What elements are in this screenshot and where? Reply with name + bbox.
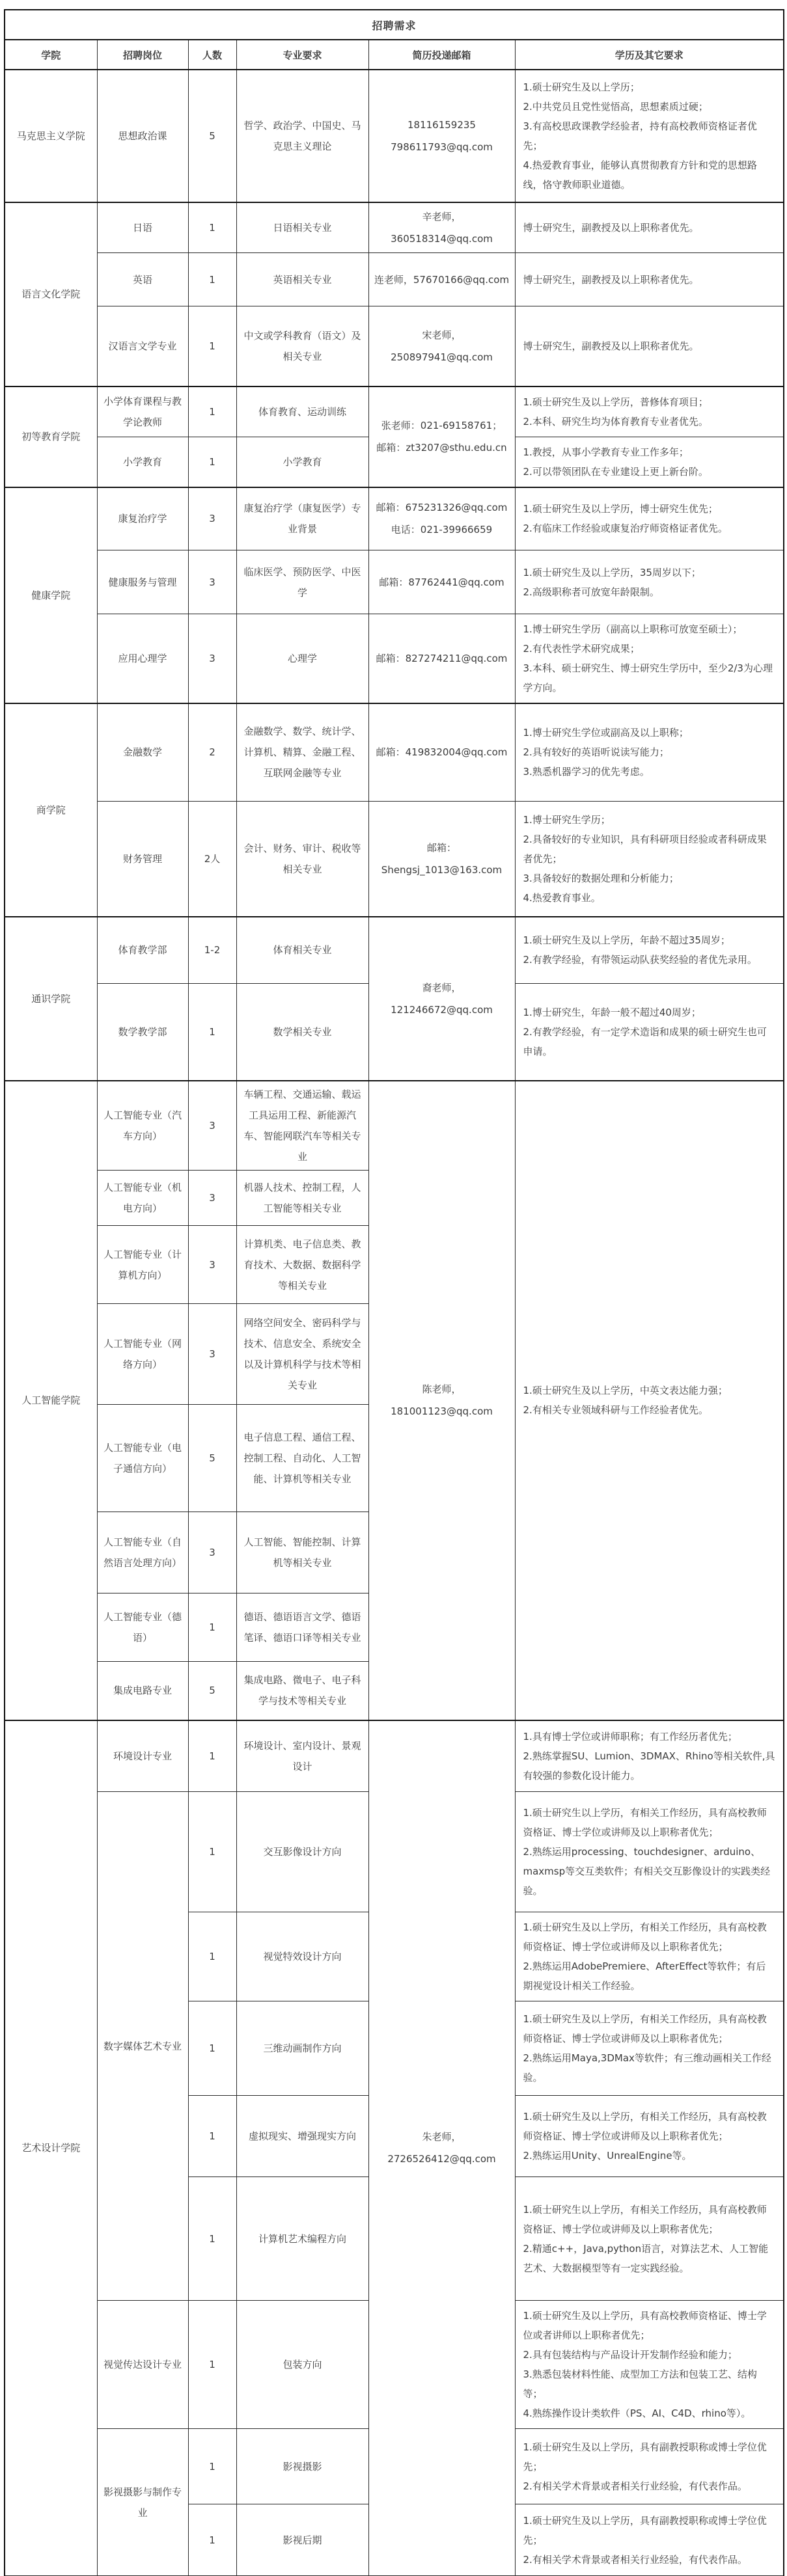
requirement-item: 3.本科、硕士研究生、博士研究生学历中，至少2/3为心理学方向。 [523, 662, 773, 694]
cell-email [368, 70, 515, 202]
cell-count: 3 [188, 1226, 236, 1304]
requirement-item: 2.有相关学术背景或者相关行业经验，有代表作品。 [523, 2553, 747, 2566]
requirement-item: 3.有高校思政课教学经验者，持有高校教师资格证者优先； [523, 120, 757, 152]
cell-requirements [515, 2429, 784, 2504]
cell-count: 3 [188, 1171, 236, 1226]
cell-college: 马克思主义学院 [5, 70, 97, 202]
cell-email [368, 253, 515, 306]
table-row [5, 614, 784, 704]
cell-count: 3 [188, 1512, 236, 1593]
requirement-item: 1.硕士研究生及以上学历，有相关工作经历，具有高校教师资格证、博士学位或讲师及以上职称者优先； [523, 1921, 767, 1953]
requirement-item: 1.硕士研究生及以上学历，具有副教授职称或博士学位优先； [523, 2514, 767, 2546]
email-line: 连老师，57670166@qq.com [374, 273, 510, 286]
email-line: 邮箱：419832004@qq.com [376, 746, 508, 759]
cell-email [368, 1081, 515, 1720]
cell-count: 1 [188, 2001, 236, 2096]
requirement-item: 1.硕士研究生及以上学历，中英文表达能力强； [523, 1385, 728, 1397]
requirement-item: 3.熟悉机器学习的优先考虑。 [523, 766, 650, 778]
cell-count: 3 [188, 614, 236, 704]
cell-major: 英语相关专业 [236, 253, 368, 306]
cell-email [368, 202, 515, 253]
cell-major: 车辆工程、交通运输、载运工具运用工程、新能源汽车、智能网联汽车等相关专业 [236, 1081, 368, 1171]
column-header-major: 专业要求 [236, 40, 368, 70]
cell-major: 体育教育、运动训练 [236, 386, 368, 437]
cell-email [368, 386, 515, 487]
requirement-item: 1.博士研究生学位或副高及以上职称； [523, 727, 689, 739]
requirement-item: 2.熟练运用Maya,3DMax等软件；有三维动画相关工作经验。 [523, 2052, 771, 2083]
requirement-item: 2.具备较好的专业知识，具有科研项目经验或者科研成果者优先； [523, 833, 767, 865]
cell-count: 1 [188, 306, 236, 386]
cell-major: 哲学、政治学、中国史、马克思主义理论 [236, 70, 368, 202]
cell-requirements [515, 2504, 784, 2576]
cell-major: 数学相关专业 [236, 983, 368, 1081]
requirement-item: 2.有代表性学术研究成果； [523, 643, 640, 655]
cell-position: 体育教学部 [97, 917, 188, 983]
requirement-item: 2.熟练掌握SU、Lumion、3DMAX、Rhino等相关软件,具有较强的参数化设计能力。 [523, 1750, 775, 1782]
email-line: 陈老师，181001123@qq.com [391, 1383, 493, 1418]
email-line: 798611793@qq.com [391, 141, 493, 153]
cell-count: 5 [188, 1662, 236, 1720]
cell-major: 虚拟现实、增强现实方向 [236, 2096, 368, 2177]
cell-major: 金融数学、数学、统计学、计算机、精算、金融工程、互联网金融等专业 [236, 703, 368, 801]
cell-position: 小学教育 [97, 437, 188, 487]
cell-requirements [515, 703, 784, 801]
cell-position: 思想政治课 [97, 70, 188, 202]
cell-requirements [515, 1081, 784, 1720]
cell-count: 1 [188, 253, 236, 306]
requirement-item: 2.精通c++，Java,python语言，对算法艺术、人工智能艺术、大数据模型等有一定实践经验。 [523, 2242, 769, 2274]
cell-major: 心理学 [236, 614, 368, 704]
cell-count: 2人 [188, 801, 236, 917]
cell-college: 艺术设计学院 [5, 1720, 97, 2576]
cell-position: 康复治疗学 [97, 487, 188, 550]
cell-college: 人工智能学院 [5, 1081, 97, 1720]
cell-requirements [515, 614, 784, 704]
requirement-item: 2.本科、研究生均为体育教育专业者优先。 [523, 415, 708, 427]
cell-position: 数学教学部 [97, 983, 188, 1081]
requirement-item: 1.硕士研究生及以上学历，具有高校教师资格证、博士学位或者讲师以上职称者优先； [523, 2310, 767, 2341]
table-row [5, 253, 784, 306]
cell-position: 应用心理学 [97, 614, 188, 704]
cell-count: 3 [188, 487, 236, 550]
cell-position: 英语 [97, 253, 188, 306]
cell-college: 商学院 [5, 703, 97, 917]
cell-email [368, 917, 515, 1081]
cell-requirements [515, 70, 784, 202]
cell-major: 机器人技术、控制工程，人工智能等相关专业 [236, 1171, 368, 1226]
requirement-item: 1.硕士研究生及以上学历，35周岁以下； [523, 566, 701, 578]
cell-college: 初等教育学院 [5, 386, 97, 487]
cell-position: 人工智能专业（机电方向） [97, 1171, 188, 1226]
requirement-item: 2.有临床工作经验或康复治疗师资格证者优先。 [523, 522, 728, 535]
cell-major: 人工智能、智能控制、计算机等相关专业 [236, 1512, 368, 1593]
requirement-item: 2.高级职称者可放宽年龄限制。 [523, 586, 659, 598]
email-line: 电话：021-39966659 [391, 524, 493, 536]
email-line: 宋老师，250897941@qq.com [391, 329, 493, 363]
table-row [5, 703, 784, 801]
table-row [5, 917, 784, 983]
cell-email [368, 614, 515, 704]
cell-college: 通识学院 [5, 917, 97, 1081]
table-row [5, 487, 784, 550]
cell-count: 1 [188, 1792, 236, 1912]
cell-major: 计算机类、电子信息类、教育技术、大数据、数据科学等相关专业 [236, 1226, 368, 1304]
cell-position: 影视摄影与制作专业 [97, 2429, 188, 2576]
cell-count: 1 [188, 1912, 236, 2001]
cell-major: 视觉特效设计方向 [236, 1912, 368, 2001]
cell-major: 交互影像设计方向 [236, 1792, 368, 1912]
cell-requirements [515, 983, 784, 1081]
cell-requirements [515, 386, 784, 437]
cell-requirements [515, 2096, 784, 2177]
requirement-item: 1.硕士研究生以上学历，有相关工作经历，具有高校教师资格证、博士学位或讲师及以上职称者优先； [523, 1807, 767, 1838]
requirement-item: 4.热爱教育事业，能够认真贯彻教育方针和党的思想路线，恪守教师职业道德。 [523, 159, 757, 191]
column-header-college: 学院 [5, 40, 97, 70]
requirement-item: 2.具有较好的英语听说读写能力； [523, 746, 669, 759]
cell-requirements [515, 253, 784, 306]
table-row [5, 801, 784, 917]
requirement-item: 1.硕士研究生及以上学历，有相关工作经历，具有高校教师资格证、博士学位或讲师及以上职称者优先； [523, 2013, 767, 2044]
table-row [5, 1081, 784, 1171]
cell-major: 体育相关专业 [236, 917, 368, 983]
cell-major: 网络空间安全、密码科学与技术、信息安全、系统安全以及计算机科学与技术等相关专业 [236, 1304, 368, 1405]
requirement-item: 1.硕士研究生及以上学历，年龄不超过35周岁； [523, 934, 730, 947]
cell-email [368, 550, 515, 614]
cell-count: 1 [188, 2429, 236, 2504]
cell-count: 5 [188, 1405, 236, 1512]
requirement-item: 1.博士研究生学历（副高以上职称可放宽至硕士）； [523, 623, 743, 635]
table-row [5, 1720, 784, 1792]
cell-major: 环境设计、室内设计、景观设计 [236, 1720, 368, 1792]
cell-major: 三维动画制作方向 [236, 2001, 368, 2096]
cell-major: 临床医学、预防医学、中医学 [236, 550, 368, 614]
table-row [5, 202, 784, 253]
requirement-item: 1.硕士研究生及以上学历，博士研究生优先； [523, 503, 718, 515]
cell-requirements [515, 202, 784, 253]
page-title: 招聘需求 [5, 10, 784, 40]
cell-email [368, 801, 515, 917]
cell-requirements [515, 487, 784, 550]
email-line: 邮箱：Shengsj_1013@163.com [381, 841, 503, 876]
requirement-item: 1.教授，从事小学教育专业工作多年； [523, 446, 689, 458]
column-header-email: 简历投递邮箱 [368, 40, 515, 70]
cell-major: 电子信息工程、通信工程、控制工程、自动化、人工智能、计算机等相关专业 [236, 1405, 368, 1512]
column-header-count: 人数 [188, 40, 236, 70]
email-line: 18116159235 [407, 119, 476, 131]
email-line: 邮箱：675231326@qq.com [376, 502, 508, 514]
cell-position: 汉语言文学专业 [97, 306, 188, 386]
cell-college: 健康学院 [5, 487, 97, 704]
recruitment-table [4, 9, 784, 2576]
cell-count: 1 [188, 386, 236, 437]
cell-email [368, 487, 515, 550]
table-row [5, 70, 784, 202]
cell-requirements [515, 1720, 784, 1792]
email-line: 朱老师，2726526412@qq.com [387, 2131, 496, 2165]
table-row [5, 306, 784, 386]
cell-email [368, 1720, 515, 2576]
cell-count: 1 [188, 202, 236, 253]
requirement-item: 1.博士研究生，年龄一般不超过40周岁； [523, 1006, 701, 1018]
cell-requirements [515, 1912, 784, 2001]
requirement-item: 2.可以带领团队在专业建设上更上新台阶。 [523, 465, 708, 478]
cell-requirements [515, 2177, 784, 2301]
cell-position: 金融数学 [97, 703, 188, 801]
requirement-item: 2.熟练运用Unity、UnrealEngine等。 [523, 2150, 692, 2162]
column-header-requirements: 学历及其它要求 [515, 40, 784, 70]
cell-requirements [515, 2301, 784, 2429]
cell-count: 2 [188, 703, 236, 801]
cell-count: 1 [188, 437, 236, 487]
cell-position: 小学体育课程与教学论教师 [97, 386, 188, 437]
cell-major: 德语、德语语言文学、德语笔译、德语口译等相关专业 [236, 1593, 368, 1662]
cell-count: 1 [188, 2177, 236, 2301]
requirement-item: 4.熟练操作设计类软件（PS、AI、C4D、rhino等）。 [523, 2407, 751, 2419]
cell-count: 1-2 [188, 917, 236, 983]
requirement-item: 2.熟练运用AdobePremiere、AfterEffect等软件；有后期视觉设计相关工作经验。 [523, 1960, 766, 1992]
cell-major: 康复治疗学（康复医学）专业背景 [236, 487, 368, 550]
cell-position: 集成电路专业 [97, 1662, 188, 1720]
cell-count: 1 [188, 2504, 236, 2576]
requirement-item: 1.硕士研究生及以上学历，具有副教授职称或博士学位优先； [523, 2441, 767, 2473]
cell-count: 1 [188, 2096, 236, 2177]
email-line: 邮箱：87762441@qq.com [379, 576, 504, 588]
cell-position: 数字媒体艺术专业 [97, 1792, 188, 2301]
requirement-item: 1.博士研究生学历； [523, 813, 611, 826]
cell-major: 影视后期 [236, 2504, 368, 2576]
cell-requirements [515, 1792, 784, 1912]
email-line: 邮箱：zt3207@sthu.edu.cn [376, 442, 507, 454]
cell-email [368, 306, 515, 386]
table-row [5, 386, 784, 437]
cell-position: 人工智能专业（电子通信方向） [97, 1405, 188, 1512]
cell-major: 日语相关专业 [236, 202, 368, 253]
cell-requirements [515, 306, 784, 386]
requirement-item: 3.具备较好的数据处理和分析能力； [523, 872, 679, 884]
email-line: 裔老师，121246672@qq.com [391, 982, 493, 1016]
email-line: 邮箱：827274211@qq.com [376, 653, 508, 664]
requirement-item: 4.热爱教育事业。 [523, 891, 601, 904]
email-line: 张老师：021-69158761； [381, 420, 503, 431]
requirement-item: 1.硕士研究生及以上学历，普修体育项目； [523, 396, 708, 408]
cell-count: 1 [188, 1720, 236, 1792]
requirement-item: 2.具有包装结构与产品设计开发制作经验和能力； [523, 2349, 738, 2361]
cell-count: 1 [188, 1593, 236, 1662]
cell-requirements [515, 2001, 784, 2096]
requirement-item: 1.硕士研究生及以上学历； [523, 81, 640, 93]
cell-position: 人工智能专业（德语） [97, 1593, 188, 1662]
cell-major: 会计、财务、审计、税收等相关专业 [236, 801, 368, 917]
requirement-item: 1.硕士研究生以上学历，有相关工作经历，具有高校教师资格证、博士学位或讲师及以上职称者优先； [523, 2203, 767, 2235]
requirement-item: 博士研究生，副教授及以上职称者优先。 [523, 340, 699, 352]
cell-position: 人工智能专业（网络方向） [97, 1304, 188, 1405]
cell-major: 计算机艺术编程方向 [236, 2177, 368, 2301]
column-header-position: 招聘岗位 [97, 40, 188, 70]
cell-major: 中文或学科教育（语文）及相关专业 [236, 306, 368, 386]
requirement-item: 3.熟悉包装材料性能、成型加工方法和包装工艺、结构等； [523, 2368, 757, 2400]
cell-position: 日语 [97, 202, 188, 253]
requirement-item: 博士研究生，副教授及以上职称者优先。 [523, 273, 699, 286]
cell-position: 人工智能专业（汽车方向） [97, 1081, 188, 1171]
cell-position: 财务管理 [97, 801, 188, 917]
cell-count: 5 [188, 70, 236, 202]
requirement-item: 1.具有博士学位或讲师职称；有工作经历者优先； [523, 1730, 738, 1742]
cell-position: 视觉传达设计专业 [97, 2301, 188, 2429]
requirement-item: 2.有教学经验，有一定学术造诣和成果的硕士研究生也可申请。 [523, 1025, 767, 1057]
requirement-item: 2.熟练运用processing、touchdesigner、arduino、maxmsp等交互类软件；有相关交互影像设计的实践类经验。 [523, 1846, 771, 1897]
table-row [5, 550, 784, 614]
cell-college: 语言文化学院 [5, 202, 97, 386]
cell-position: 人工智能专业（自然语言处理方向） [97, 1512, 188, 1593]
cell-major: 小学教育 [236, 437, 368, 487]
cell-count: 1 [188, 983, 236, 1081]
email-line: 辛老师，360518314@qq.com [391, 211, 493, 245]
requirement-item: 2.中共党员且党性觉悟高，思想素质过硬； [523, 101, 708, 113]
requirement-item: 2.有教学经验，有带领运动队获奖经验的者优先录用。 [523, 954, 757, 966]
cell-position: 环境设计专业 [97, 1720, 188, 1792]
cell-count: 3 [188, 1304, 236, 1405]
cell-position: 健康服务与管理 [97, 550, 188, 614]
cell-major: 包装方向 [236, 2301, 368, 2429]
cell-major: 影视摄影 [236, 2429, 368, 2504]
cell-major: 集成电路、微电子、电子科学与技术等相关专业 [236, 1662, 368, 1720]
cell-requirements [515, 801, 784, 917]
requirement-item: 博士研究生，副教授及以上职称者优先。 [523, 222, 699, 234]
cell-requirements [515, 917, 784, 983]
cell-count: 1 [188, 2301, 236, 2429]
cell-requirements [515, 437, 784, 487]
requirement-item: 2.有相关学术背景或者相关行业经验，有代表作品。 [523, 2480, 747, 2492]
cell-count: 3 [188, 550, 236, 614]
cell-position: 人工智能专业（计算机方向） [97, 1226, 188, 1304]
cell-requirements [515, 550, 784, 614]
cell-count: 3 [188, 1081, 236, 1171]
requirement-item: 2.有相关专业领域科研与工作经验者优先。 [523, 1404, 708, 1417]
cell-email [368, 703, 515, 801]
requirement-item: 1.硕士研究生及以上学历，有相关工作经历，具有高校教师资格证、博士学位或讲师及以上职称者优先； [523, 2111, 767, 2142]
recruitment-table-wrap [4, 9, 783, 2576]
